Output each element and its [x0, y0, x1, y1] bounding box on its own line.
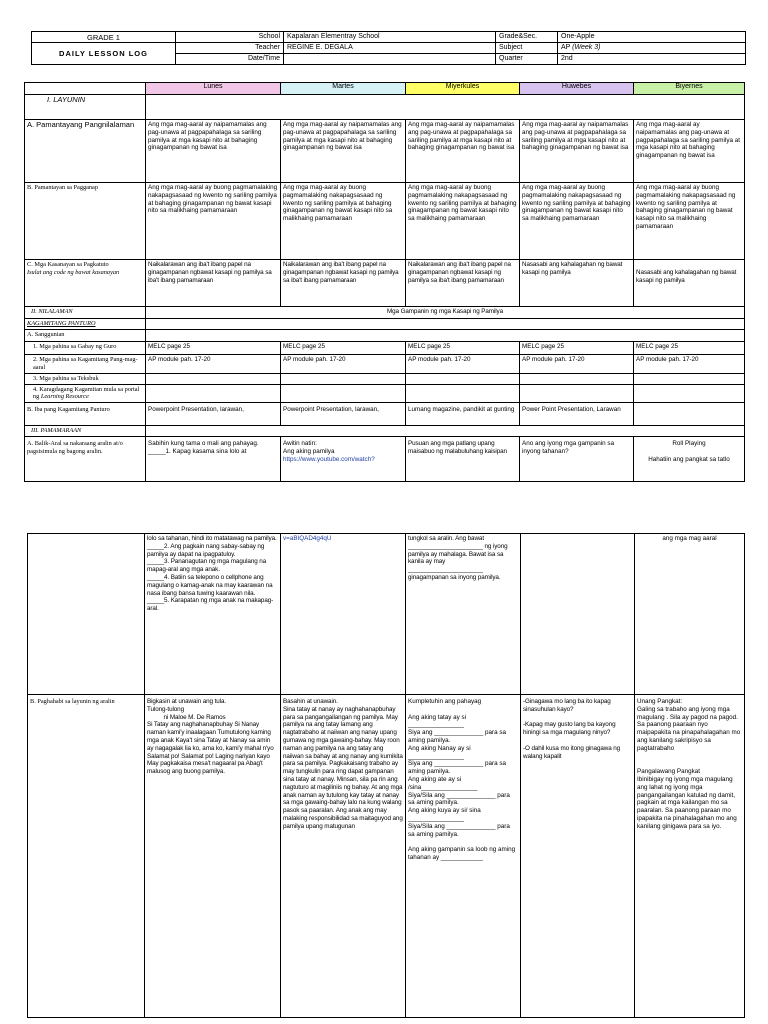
pagganap-miyerkules: Ang mga mag-aaral ay buong pagmamalaking nakapagsasaad ng kwento ng sariling pamilya at bahaging ginagampanan ng bawat kasapi nito sa malikhaing pamamaraan — [406, 183, 520, 260]
date-value — [284, 54, 496, 65]
day-lunes: Lunes — [146, 83, 281, 95]
teksbuk-martes — [281, 373, 406, 384]
guro-biyernes: MELC page 25 — [634, 342, 745, 355]
day-huwebes: Huwebes — [520, 83, 634, 95]
pangnilalaman-lunes: Ang mga mag-aaral ay naipamamalas ang pag-unawa at pagpapahalaga sa sariling pamilya at mga kasapi nito at bahaging ginagampanan ng bawat isa — [146, 120, 281, 183]
layunin-heading: I. LAYUNIN — [25, 95, 146, 120]
paghahabi-martes — [281, 695, 406, 1018]
pagganap-biyernes: Ang mga mag-aaral ay buong pagmamalaking nakapagsasaad ng kwento ng sariling pamilya at bahaging ginagampanan ng bawat kasapi nito sa malikhaing pamamaraan — [634, 183, 745, 260]
balik-lunes-text: Sabihin kung tama o mali ang pahayag. _____1. Kapag kasama sina lolo at — [148, 440, 259, 455]
karagdagan-biyernes — [634, 384, 745, 403]
sanggunian-blank — [146, 330, 745, 342]
balik-miyerkules: Pusuan ang mga patlang upang maisabuo ng malabuluhang kaisipan — [406, 437, 520, 482]
paghahabi-huwebes-text: -Ginagawa mo lang ba ito kapag sinasuhulan kayo? -Kapag may gusto lang ba kayong hiningi sa mga magulang ninyo? -O dahil kusa mo itong ginagawa ng walang kapalit — [523, 698, 621, 760]
kasanayan-huwebes: Nasasabi ang kahalagahan ng bawat kasapi ng pamilya — [520, 260, 634, 307]
kagamitan-mag-label: 2. Mga pahina sa Kagamitang Pang-mag-aaral — [25, 355, 146, 374]
kasanayan-title: C. Mga Kasanayan sa Pagkatuto — [27, 261, 109, 268]
grade-label: GRADE 1 — [32, 32, 176, 43]
subject-name: AP — [561, 44, 571, 51]
pangnilalaman-martes: Ang mga mag-aaral ay naipamamalas ang pag-unawa at pagpapahalaga sa sariling pamilya at mga kasapi nito at bahaging ginagampanan ng bawat isa — [281, 120, 406, 183]
pangnilalaman-huwebes: Ang mga mag-aaral ay naipamamalas ang pag-unawa at pagpapahalaga sa sariling pamilya at mga kasapi nito at bahaging ginagampanan ng bawat isa — [520, 120, 634, 183]
balik-biyernes-cont: ang mga mag aaral — [635, 534, 745, 695]
kagamitan-mag-huwebes: AP module pah. 17-20 — [520, 355, 634, 374]
guro-huwebes: MELC page 25 — [520, 342, 634, 355]
karagdagan-martes — [281, 384, 406, 403]
guro-label: 1. Mga pahina sa Gabay ng Guro — [25, 342, 146, 355]
quarter-value: 2nd — [558, 54, 746, 65]
lesson-table-continued — [27, 533, 745, 1018]
day-biyernes: Biyernes — [634, 83, 745, 95]
paghahabi-martes-text: Basahin at unawain. Sina tatay at nanay ay naghahanapbuhay para sa pangangailangan ng pamilya. May pamilya na ang tatay lamang ang nagtatrabaho at naiiwan ang nanay upang gumawa ng mga gawaing-bahay. May roon naman ang pamilya na ang tatay ang naiiwan sa bahay at ang nanay ang kumikita para sa pamilya. Pagkakaisang trabaho ay may tungkulin para ring dapat gampanan sina tatay at nanay. Minsan, sila pa rin ang nagtuturo at magiliniis ng bahay. At ang mga anak naman ay tutulong kay tatay at nanay sa mga gawaing-bahay lalo na kung walang pasok sa paaralan. Ang anak ang may malaking responsibilidad sa maitaguyod ang pamilya upang matugunan — [283, 698, 403, 830]
pagganap-huwebes: Ang mga mag-aaral ay buong pagmamalaking nakapagsasaad ng kwento ng sariling pamilya at bahaging ginagampanan ng bawat kasapi nito sa malikhaing pamamaraan — [520, 183, 634, 260]
pagganap-lunes: Ang mga mag-aaral ay buong pagmamalaking nakapagsasaad ng kwento ng sariling pamilya at bahaging ginagampanan ng bawat kasapi nito sa malikhaing pamamaraan — [146, 183, 281, 260]
iba-miyerkules: Lumang magazine, pandikit at gunting — [406, 403, 520, 426]
balik-miyerkules-cont: tungkol sa aralin. Ang bawat ______________________ ng iyong pamilya ay mahalaga. Bawat isa sa kanila ay may ______________________ ginagampanan sa inyong pamilya. — [406, 534, 521, 695]
iba-huwebes: Power Point Presentation, Larawan — [520, 403, 634, 426]
youtube-link[interactable]: https://www.youtube.com/watch? — [283, 455, 375, 463]
day-miyerkules: Miyerkules — [406, 83, 520, 95]
balik-martes-cont — [281, 534, 406, 695]
date-label: Date/Time — [176, 54, 284, 65]
balik-huwebes-cont — [521, 534, 635, 695]
teacher-label: Teacher — [176, 43, 284, 54]
grade-sec-value: One-Apple — [558, 32, 746, 43]
paghahabi-biyernes — [635, 695, 745, 1018]
balik-biyernes-text: Roll Playing Hahatiin ang pangkat sa tatlo — [648, 440, 730, 463]
pagganap-martes: Ang mga mag-aaral ay buong pagmamalaking nakapagsasaad ng kwento ng sariling pamilya at bahaging ginagampanan ng bawat kasapi nito sa malikhaing pamamaraan — [281, 183, 406, 260]
paghahabi-label: B. Paghahabi sa layunin ng aralin — [28, 695, 145, 1018]
teksbuk-label: 3. Mga pahina sa Teksbuk — [25, 373, 146, 384]
kagamitan-mag-martes: AP module pah. 17-20 — [281, 355, 406, 374]
paghahabi-miyerkules — [406, 695, 521, 1018]
pagganap-label: B. Pamantayan sa Pagganap — [25, 183, 146, 260]
balik-martes-text: Awitin natin: Ang aking pamilya — [283, 440, 335, 455]
iba-lunes: Powerpoint Presentation, larawan, — [146, 403, 281, 426]
corner-cell — [25, 83, 146, 95]
balik-lunes-cont — [145, 534, 281, 695]
paghahabi-biyernes-text: Unang Pangkat: Galing sa trabaho ang iyong mga magulang . Sila ay pagod na pagod. Sa paanong paaraan nyo maipapakita na pinapahalagahan mo ang kanilang sakripisyo sa pagtatrabaho Pangalawang Pangkat Ibinibigay ng iyong mga magulang ang lahat ng iyong mga pangangailangan katulad ng damit, pagkain at mga kailangan mo sa paaralan. Sa paanong paraan mo ipapakita na pinahalagahan mo ang kanilang ginigawa para sa iyo. — [637, 698, 741, 830]
youtube-link-cont[interactable]: v=aBIQAD4g4qU — [283, 535, 332, 542]
iba-label: B. Iba pang Kagamitang Panturo — [25, 403, 146, 426]
balik-martes — [281, 437, 406, 482]
sanggunian-label: A. Sanggunian — [25, 330, 146, 342]
guro-martes: MELC page 25 — [281, 342, 406, 355]
subject-value — [558, 43, 746, 54]
karagdagan-huwebes — [520, 384, 634, 403]
pangnilalaman-label: A. Pamantayang Pangnilalaman — [25, 120, 146, 183]
balik-lunes — [146, 437, 281, 482]
karagdagan-ital: Learning Resource — [40, 393, 89, 401]
subject-week: (Week 3) — [572, 44, 601, 51]
paghahabi-huwebes — [521, 695, 635, 1018]
karagdagan-text: 4. Karagdagang Kagamitan mula sa portal ng — [33, 385, 140, 401]
nilalaman-value: Mga Gampanin ng mga Kasapi ng Pamilya — [146, 307, 745, 319]
paghahabi-lunes — [145, 695, 281, 1018]
iba-martes: Powerpoint Presentation, larawan, — [281, 403, 406, 426]
iba-biyernes — [634, 403, 745, 426]
balik-huwebes: Ano ang iyong mga gampanin sa inyong tahanan? — [520, 437, 634, 482]
paghahabi-lunes-text: Bigkasin at unawain ang tula. Tulong-tulong ni Maloe M. De Ramos Si Tatay ang naghahanapbuhay Si Nanay naman kami'y inaalagaan Tumutulong kaming mga anak Kaya't sina Tatay at Nanay sa amin ay nagagalak lia ko, ama ko, kami'y mahal n'yo Salamat po! Salamat po! Laging nariyan kayo May pagkakaisa mesa't nagaaral pa Abag't malusog ang buong pamilya. — [147, 698, 274, 776]
teksbuk-biyernes — [634, 373, 745, 384]
school-value: Kapalaran Elementray School — [284, 32, 496, 43]
karagdagan-miyerkules — [406, 384, 520, 403]
balik-label-cont — [28, 534, 145, 695]
header-table — [31, 31, 746, 65]
kasanayan-biyernes: Nasasabi ang kahalagahan ng bawat kasapi ng pamilya — [634, 260, 745, 307]
paghahabi-miyerkules-text: Kumpletuhin ang pahayag Ang aking tatay ay si ________________ Siya ang ______________ para sa aming pamilya. Ang aking Nanay ay si ________________ Siya ang ______________ para sa aming pamilya. Ang aking ate ay si /sina________________ Siya/Sila ang ______________ para sa aming pamilya. Ang aking kuya ay si/ sina ________________ Siya/Sila ang ______________ para sa aming pamilya. Ang aking gampanin sa loob ng aming tahanan ay ____________ — [408, 698, 516, 861]
balik-biyernes — [634, 437, 745, 482]
kasanayan-martes: Naikalarawan ang iba't ibang papel na ginagampanan ngbawat kasapi ng pamilya sa iba't ibang pamamaraan — [281, 260, 406, 307]
kasanayan-sub: Isulat ang code ng bawat kasanayan — [27, 268, 120, 276]
kagamitan-blank — [146, 319, 745, 330]
school-label: School — [176, 32, 284, 43]
day-martes: Martes — [281, 83, 406, 95]
pangnilalaman-miyerkules: Ang mga mag-aaral ay naipamamalas ang pag-unawa at pagpapahalaga sa sariling pamilya at mga kasapi nito at bahaging ginagampanan ng bawat isa — [406, 120, 520, 183]
guro-lunes: MELC page 25 — [146, 342, 281, 355]
teksbuk-huwebes — [520, 373, 634, 384]
kasanayan-miyerkules: Naikalarawan ang iba't ibang papel na ginagampanan ngbawat kasapi ng pamilya sa iba't ibang pamamaraan — [406, 260, 520, 307]
kagamitan-mag-biyernes: AP module pah. 17-20 — [634, 355, 745, 374]
teacher-value: REGINE E. DEGALA — [284, 43, 496, 54]
nilalaman-label: II. NILALAMAN — [25, 307, 146, 319]
quarter-label: Quarter — [496, 54, 558, 65]
kagamitan-mag-lunes: AP module pah. 17-20 — [146, 355, 281, 374]
pamamaraan-blank — [146, 426, 745, 437]
lesson-table — [24, 82, 745, 482]
karagdagan-label — [25, 384, 146, 403]
karagdagan-lunes — [146, 384, 281, 403]
grade-sec-label: Grade&Sec. — [496, 32, 558, 43]
layunin-blank — [146, 95, 745, 120]
kagamitan-mag-miyerkules: AP module pah. 17-20 — [406, 355, 520, 374]
guro-miyerkules: MELC page 25 — [406, 342, 520, 355]
log-title: DAILY LESSON LOG — [32, 43, 176, 65]
balik-label: A. Balik-Aral sa nakaraang aralin at/o pagsisimula ng bagong aralin. — [25, 437, 146, 482]
teksbuk-miyerkules — [406, 373, 520, 384]
balik-lunes-cont-text: lolo sa tahanan, hindi ito matatawag na pamilya. _____2. Ang pagkain nang sabay-sabay ng pamilya ay dapat na ipagpatuloy. _____3. Pananagutan ng mga magulang na mapag-aral ang mga anak. _____4. Batiin sa telepono o cellphone ang magulang o kamag-anak na may kaarawan na nasa ibang bansa tuwing kaarawan nila. _____5. Karapatan ng mga anak na makapag-aral. — [147, 535, 277, 613]
kasanayan-label — [25, 260, 146, 307]
teksbuk-lunes — [146, 373, 281, 384]
kasanayan-lunes: Naikalarawan ang iba't ibang papel na ginagampanan ngbawat kasapi ng pamilya sa iba't ibang pamamaraan — [146, 260, 281, 307]
pamamaraan-label: III. PAMAMARAAN — [25, 426, 146, 437]
pangnilalaman-biyernes: Ang mga mag-aaral ay naipamamalas ang pag-unawa at pagpapahalaga sa sariling pamilya at mga kasapi nito at bahaging ginagampanan ng bawat isa — [634, 120, 745, 183]
kagamitan-label: KAGAMITANG PANTURO — [25, 319, 146, 330]
subject-label: Subject — [496, 43, 558, 54]
